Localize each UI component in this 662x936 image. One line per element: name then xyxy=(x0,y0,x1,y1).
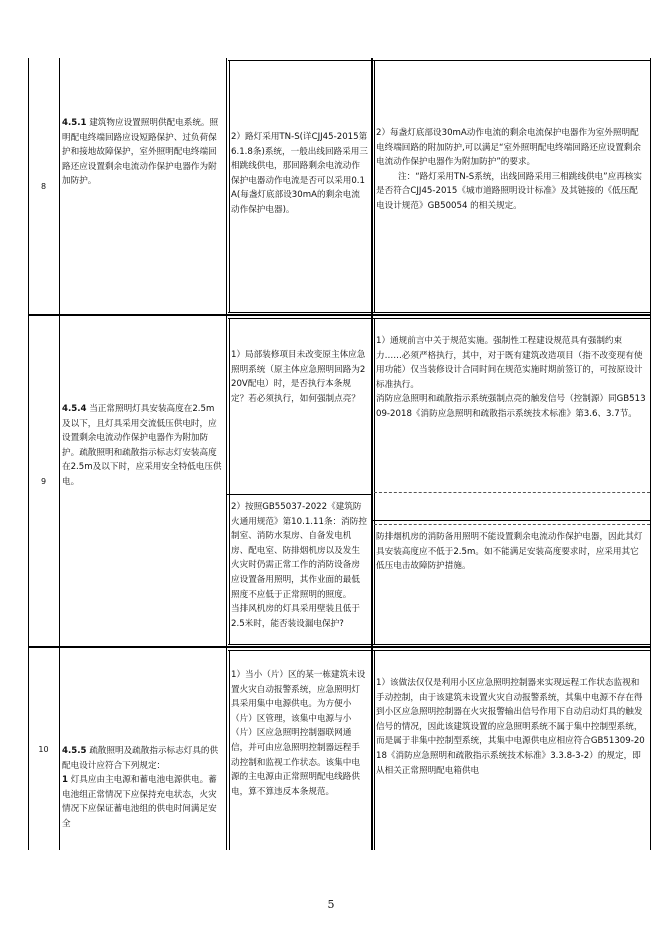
answer-cell: 1）通规前言中关于规范实施。强制性工程建设规范具有强制约束力……必须严格执行，其中，对于既有建筑改造项目（指不改变现有使用功能）仅当装修设计合同时间在规范实施时期前签订的，可按原设计标准执行。 消防应急照明和疏散指示系统强制点亮的触发信号（控制源）同GB51309-2018《消防应急照明和疏散指示系统技术标准》第3.6、3.7节。 xyxy=(376,336,646,419)
answer-cell: 防排烟机房的消防备用照明不能设置剩余电流动作保护电器，因此其灯具安装高度应不低于2.5m。如不能满足安装高度要求时，应采用其它低压电击故障防护措施。 xyxy=(376,532,643,572)
clause-text: 疏散照明及疏散指示标志灯具的供配电设计应符合下列规定： xyxy=(62,746,219,771)
col-divider xyxy=(59,58,60,850)
col-divider xyxy=(371,58,373,850)
question-cell: 1）局部装修项目未改变原主体应急照明系统（原主体应急照明回路为220V配电）时，是否执行本条规定？若必须执行，如何强制点亮？ xyxy=(231,350,366,404)
question-box-edge xyxy=(229,60,230,312)
clause-sub-id: 1 xyxy=(62,775,68,786)
clause-text: 建筑物应设置照明供配电系统。照明配电终端回路应设短路保护、过负荷保护和接地故障保护，室外照明配电终端回路还应设置剩余电流动作保护电器作为附加防护。 xyxy=(62,118,219,187)
row-divider xyxy=(28,314,651,316)
clause-id: 4.5.4 xyxy=(62,404,87,414)
clause-cell xyxy=(59,400,226,600)
answer-box-edge xyxy=(374,318,375,644)
table-border-left xyxy=(28,58,29,850)
row-number: 9 xyxy=(40,476,47,486)
sub-row-dash xyxy=(374,524,650,525)
col-divider xyxy=(226,58,227,850)
clause-sub-text: 灯具应由主电源和蓄电池电源供电。蓄电池组正常情况下应保持充电状态，火灾情况下应保证蓄电池组的供电时间满足安全 xyxy=(62,775,217,829)
qa-table xyxy=(28,58,651,850)
question-cell: 2）路灯采用TN-S(详CJJ45-2015第6.1.8条)系统，一般出线回路采用三相跳线供电，那回路剩余电流动作保护电器动作电流是否可以采用0.1A(每盏灯底部设30mA的剩余电流动作保护电器)。 xyxy=(231,132,368,215)
clause-id: 4.5.1 xyxy=(62,118,87,128)
table-border-right xyxy=(650,58,651,850)
clause-cell xyxy=(59,114,226,314)
sub-row-divider xyxy=(226,494,372,495)
page-number: 5 xyxy=(327,898,335,911)
sub-row-dash xyxy=(374,492,650,493)
clause-id: 4.5.5 xyxy=(62,746,87,756)
clause-text: 当正常照明灯具安装高度在2.5m 及以下，且灯具采用交流低压供电时，应设置剩余电流动作保护电器作为附加防护。疏散照明和疏散指示标志灯安装高度在2.5m及以下时，应采用安全特低电压供电。 xyxy=(62,404,222,487)
question-cell: 1）当小（片）区的某一栋建筑未设置火灾自动报警系统，应急照明灯具采用集中电源供电。为方便小（片）区管理，该集中电源与小（片）区应急照明控制器联网通信，并可由应急照明控制器远程手动控制和监视工作状态。该集中电源的主电源由正常照明配电线路供电，算不算违反本条规范。 xyxy=(231,670,366,797)
answer-cell xyxy=(373,124,649,314)
answer-main: 2）每盏灯底部设30mA动作电流的剩余电流保护电器作为室外照明配电终端回路的附加防护,可以满足“室外照明配电终端回路还应设置剩余电流动作保护电器作为附加防护”的要求。 xyxy=(376,128,641,168)
box-edge xyxy=(228,650,651,651)
question-cell: 2）按照GB55037-2022《建筑防火通用规范》第10.1.11条：消防控制室、消防水泵房、自备发电机房、配电室、防排烟机房以及发生火灾时仍需正常工作的消防设备房应设置备用照明，其作业面的最低照度不应低于正常照明的照度。 当排风机房的灯具采用壁装且低于2.5米时，能否装设漏电保护? xyxy=(231,502,367,629)
sub-row-divider xyxy=(371,520,651,521)
answer-box-edge xyxy=(374,60,375,312)
clause-cell xyxy=(59,742,226,850)
question-box-edge xyxy=(229,318,230,644)
question-box-edge xyxy=(229,650,230,850)
row-divider xyxy=(28,646,651,648)
box-edge xyxy=(228,318,651,319)
box-edge xyxy=(228,60,651,61)
answer-note: 注：“路灯采用TN-S系统，出线回路采用三相跳线供电”应再核实是否符合CJJ45-2015《城市道路照明设计标准》及其链接的《低压配电设计规范》GB50054 的相关规定。 xyxy=(376,171,642,211)
answer-box-edge xyxy=(374,650,375,850)
answer-cell: 1）该做法仅仅是利用小区应急照明控制器来实现远程工作状态监视和手动控制，由于该建筑未设置火灾自动报警系统，其集中电源不存在得到小区应急照明控制器在火灾报警输出信号作用下自动启动灯具的触发信号的情况，因此该建筑设置的应急照明系统不属于集中控制型系统，而是属于非集中控制型系统，其集中电源供电应相应符合GB51309-2018《消防应急照明和疏散指示系统技术标准》3.3.8-3-2）的规定，即从相关正常照明配电箱供电 xyxy=(376,678,645,776)
box-edge xyxy=(228,644,651,645)
box-edge xyxy=(228,312,651,313)
row-number: 10 xyxy=(38,744,49,754)
row-number: 8 xyxy=(40,181,47,191)
